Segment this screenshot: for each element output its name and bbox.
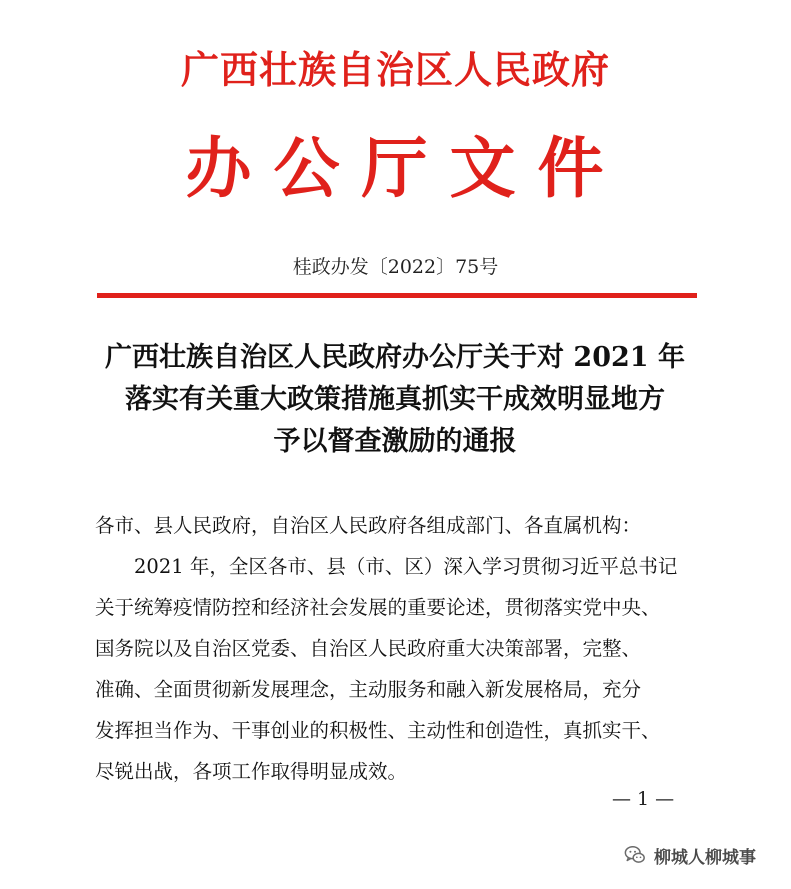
headline-line: 落实有关重大政策措施真抓实干成效明显地方 xyxy=(125,384,665,415)
notice-headline xyxy=(80,337,710,463)
body-text xyxy=(95,505,705,792)
paragraph-line: 国务院以及自治区党委、自治区人民政府重大决策部署，完整、 xyxy=(95,637,642,660)
wechat-icon xyxy=(624,844,646,866)
paragraph-line: 准确、全面贯彻新发展理念，主动服务和融入新发展格局，充分 xyxy=(95,678,642,701)
salutation: 各市、县人民政府，自治区人民政府各组成部门、各直属机构： xyxy=(95,514,642,537)
page-number: — 1 — xyxy=(612,788,675,810)
document-number: 桂政办发〔2022〕75号 xyxy=(292,256,499,278)
document-type-title: 办公厅文件 xyxy=(185,129,626,207)
source-watermark xyxy=(624,840,756,870)
headline-line: 广西壮族自治区人民政府办公厅关于对 2021 年 xyxy=(105,342,685,373)
headline-line: 予以督查激励的通报 xyxy=(273,426,517,457)
issuing-authority-title: 广西壮族自治区人民政府 xyxy=(180,47,610,92)
paragraph-line: 关于统筹疫情防控和经济社会发展的重要论述，贯彻落实党中央、 xyxy=(95,596,661,619)
watermark-text: 柳城人柳城事 xyxy=(654,847,756,868)
paragraph-line: 尽锐出战，各项工作取得明显成效。 xyxy=(95,760,408,783)
paragraph-line: 发挥担当作为、干事创业的积极性、主动性和创造性，真抓实干、 xyxy=(95,719,661,742)
paragraph-line: 2021 年，全区各市、县（市、区）深入学习贯彻习近平总书记 xyxy=(95,555,678,578)
red-header-rule xyxy=(97,293,697,298)
